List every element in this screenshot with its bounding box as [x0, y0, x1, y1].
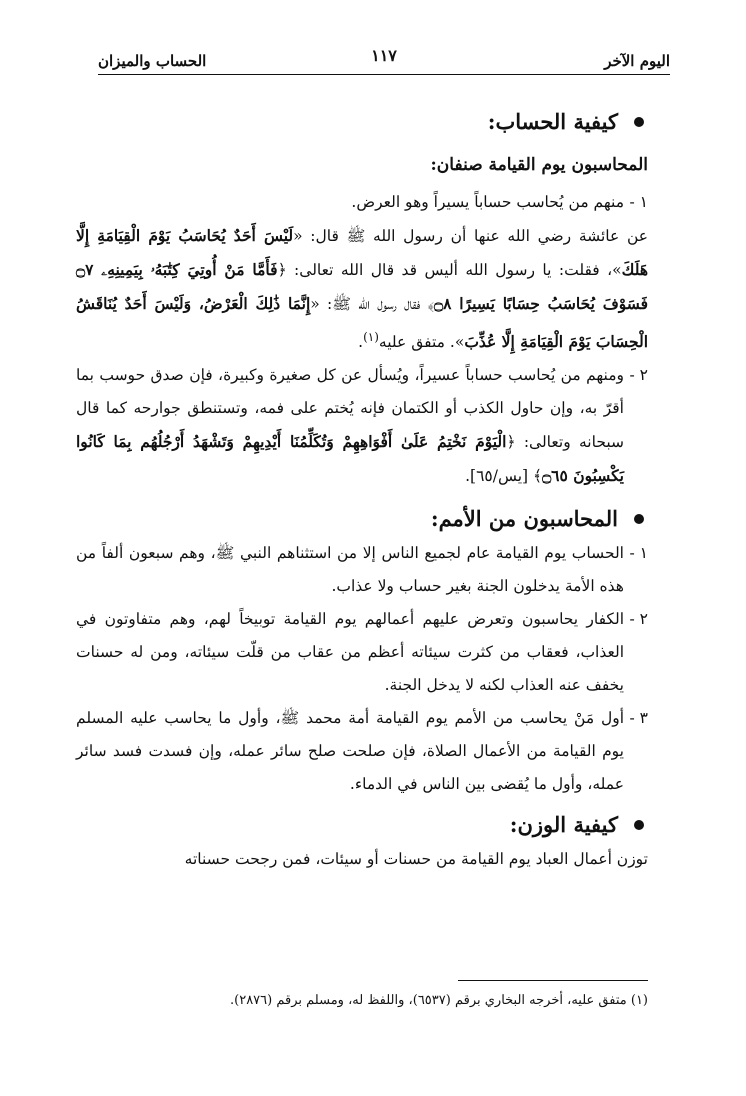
- heading-text: المحاسبون من الأمم:: [430, 506, 618, 532]
- item-number: ٢ -: [629, 610, 648, 629]
- item-text: أول مَنْ يحاسب من الأمم يوم القيامة أمة محمد ﷺ، وأول ما يحاسب عليه المسلم يوم القيامة من الأعمال الصلاة، فإن صلحت صلح سائر عمله، وإن فسدت فسد سائر عمله، وأول ما يُقضى بين الناس في الدماء.: [76, 709, 624, 794]
- footnote: (١) متفق عليه، أخرجه البخاري برقم (٦٥٣٧)، واللفظ له، ومسلم برقم (٢٨٧٦).: [230, 993, 648, 1008]
- list-item-first-reckoned: [76, 702, 648, 801]
- heading-text: كيفية الوزن:: [509, 812, 618, 838]
- section-heading-hisab: [76, 104, 648, 140]
- header-section-title: الحساب والميزان: [98, 52, 207, 70]
- hadith-paragraph: [76, 219, 648, 359]
- section-heading-nations: [76, 501, 648, 537]
- hadith-text: ». متفق عليه: [378, 333, 465, 352]
- item-number: ٣ -: [629, 709, 648, 728]
- quran-verse: فَأَمَّا مَنْ أُوتِيَ كِتَٰبَهُۥ بِيَمِينِهِۦ ۝٧ فَسَوْفَ يُحَاسَبُ حِسَابًا يَسِيرًا ۝٨: [76, 260, 649, 313]
- hadith-quote: لَيْسَ أَحَدٌ يُحَاسَبُ يَوْمَ الْقِيَامَةِ إِلَّا هَلَكَ: [76, 226, 648, 279]
- hadith-quote: إِنَّمَا ذَٰلِكَ الْعَرْضُ، وَلَيْسَ أَحَدٌ يُنَاقَشُ الْحِسَابَ يَوْمَ الْقِيَامَةِ إِلَّا عُذِّبَ: [76, 294, 648, 352]
- subheading-two-types: المحاسبون يوم القيامة صنفان:: [430, 155, 648, 175]
- item-text: الحساب يوم القيامة عام لجميع الناس إلا من استثناهم النبي ﷺ، وهم سبعون ألفاً من هذه الأمة يدخلون الجنة بغير حساب ولا عذاب.: [76, 544, 624, 596]
- page-body: [76, 100, 648, 876]
- hadith-text: »، فقلت: يا رسول الله أليس قد قال الله تعالى: ﴿: [277, 261, 622, 279]
- hadith-text: عن عائشة رضي الله عنها أن رسول الله ﷺ قال: «: [293, 227, 648, 245]
- bullet-icon: [634, 117, 644, 127]
- footnote-reference[interactable]: (١): [363, 330, 379, 344]
- item-number: ١ -: [629, 544, 648, 563]
- item-number: ١ -: [629, 193, 648, 211]
- footnote-divider: [458, 980, 648, 981]
- section-heading-weighing: [76, 807, 648, 843]
- item-text: منهم من يُحاسب حساباً يسيراً وهو العرض.: [351, 193, 624, 211]
- running-header: [98, 44, 670, 75]
- quran-verse: الْيَوْمَ نَخْتِمُ عَلَىٰ أَفْوَاهِهِمْ وَتُكَلِّمُنَا أَيْدِيهِمْ وَتَشْهَدُ أَرْجُلُهُم بِمَا كَانُوا يَكْسِبُونَ ۝٦٥: [76, 432, 624, 486]
- item-text: الكفار يحاسبون وتعرض عليهم أعمالهم يوم القيامة توبيخاً لهم، وهم متفاوتون في العذاب، فعقاب من كثرت سيئاته أعظم من عقاب من قلّت سيئاته، ومن له حسنات يخفف عنه العذاب لكنه لا يدخل الجنة.: [76, 610, 624, 695]
- weighing-paragraph: توزن أعمال العباد يوم القيامة من حسنات أو سيئات، فمن رجحت حسناته: [184, 850, 648, 869]
- page-number: ١١٧: [371, 46, 397, 65]
- list-item-hard-reckoning: [76, 359, 648, 493]
- item-number: ٢ -: [629, 366, 648, 385]
- item-text: ومنهم من يُحاسب حساباً عسيراً، ويُسأل عن كل صغيرة وكبيرة، فإن صدق حوسب بما أقرّ به، وإن حاول الكذب أو الكتمان فإنه يُختم على فمه، وتستنطق جوارحه كما قال سبحانه وتعالى: ﴿: [76, 366, 624, 452]
- hadith-text: ﴾ فقال رسول الله ﷺ: «: [310, 295, 435, 313]
- list-item-easy-reckoning: [76, 186, 648, 219]
- header-chapter-title: اليوم الآخر: [604, 52, 670, 70]
- heading-text: كيفية الحساب:: [487, 109, 618, 134]
- item-text: ﴾ [يس/٦٥].: [465, 467, 543, 486]
- list-item-general-reckoning: [76, 537, 648, 603]
- bullet-icon: [634, 820, 644, 830]
- list-item-disbelievers: [76, 603, 648, 702]
- hadith-text: .: [358, 333, 364, 352]
- bullet-icon: [634, 514, 644, 524]
